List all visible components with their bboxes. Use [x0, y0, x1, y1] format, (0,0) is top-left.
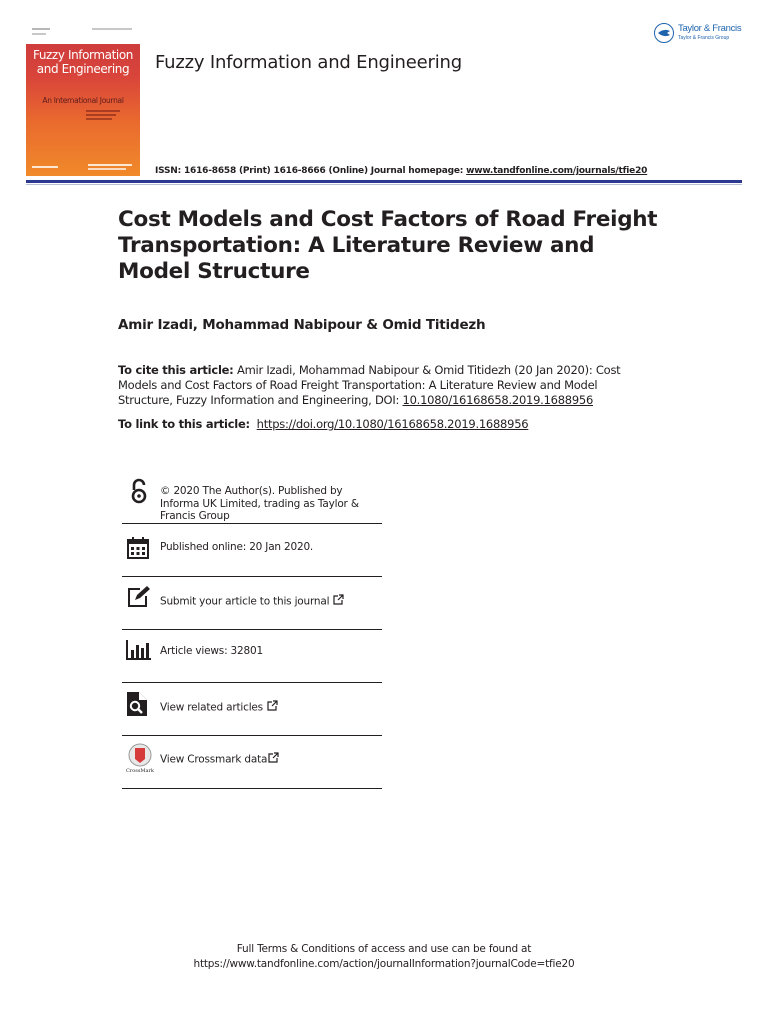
submit-article-text: Submit your article to this journal	[160, 595, 330, 608]
crossmark-icon	[126, 743, 154, 773]
crossmark-link[interactable]	[160, 752, 384, 767]
edit-icon	[126, 585, 152, 611]
license-text: © 2020 The Author(s). Published by Informa UK Limited, trading as Taylor & Francis Group	[160, 485, 359, 522]
crossmark-text: View Crossmark data	[160, 753, 268, 766]
publisher-logo-icon	[654, 23, 674, 43]
citation-block	[118, 363, 628, 408]
cite-label: To cite this article:	[118, 363, 234, 377]
cover-subtitle: An International Journal	[42, 96, 124, 105]
journal-cover-image	[26, 24, 140, 176]
cover-title: Fuzzy Information and Engineering	[32, 48, 134, 76]
publisher-logo-text: Taylor & Francis	[678, 23, 742, 34]
header-rule-secondary	[26, 184, 742, 185]
journal-homepage-link[interactable]: www.tandfonline.com/journals/tfie20	[466, 166, 648, 176]
submit-row[interactable]	[122, 577, 382, 630]
article-link-line	[118, 417, 528, 431]
link-label: To link to this article:	[118, 417, 250, 431]
license-row	[122, 474, 382, 524]
related-articles-text: View related articles	[160, 701, 263, 714]
article-doi-url-link[interactable]: https://doi.org/10.1080/16168658.2019.1688956	[256, 417, 529, 431]
publisher-logo-subtext: Taylor & Francis Group	[678, 35, 730, 41]
submit-article-link[interactable]	[160, 594, 384, 609]
issn-line	[155, 166, 647, 176]
document-search-icon	[126, 691, 152, 717]
footer-terms-url[interactable]: https://www.tandfonline.com/action/journalInformation?journalCode=tfie20	[193, 958, 575, 970]
calendar-icon	[126, 536, 152, 562]
external-link-icon	[268, 752, 279, 767]
published-row	[122, 524, 382, 577]
crossmark-row[interactable]	[122, 736, 382, 789]
doi-link[interactable]: 10.1080/16168658.2019.1688956	[402, 393, 594, 407]
journal-name: Fuzzy Information and Engineering	[155, 52, 462, 73]
bar-chart-icon	[126, 639, 152, 665]
header-rule	[26, 180, 742, 183]
footer	[0, 942, 768, 972]
related-row[interactable]	[122, 683, 382, 736]
issn-text: ISSN: 1616-8658 (Print) 1616-8666 (Online) Journal homepage:	[155, 166, 467, 176]
external-link-icon	[333, 594, 344, 609]
cite-text: Amir Izadi, Mohammad Nabipour & Omid Titidezh (20 Jan 2020): Cost Models and Cost Factors of Road Freight Transportation: A Literature Review and Model Structure, Fuzzy Information and Engineering, DOI:	[118, 363, 621, 407]
article-info-list	[122, 474, 382, 789]
footer-terms-text: Full Terms & Conditions of access and use can be found at	[236, 943, 532, 955]
open-access-icon	[126, 478, 152, 504]
related-articles-link[interactable]	[160, 700, 384, 715]
article-title: Cost Models and Cost Factors of Road Freight Transportation: A Literature Review and Model Structure	[118, 207, 658, 284]
article-authors: Amir Izadi, Mohammad Nabipour & Omid Titidezh	[118, 317, 486, 333]
published-text: Published online: 20 Jan 2020.	[160, 541, 314, 553]
article-views-text: Article views: 32801	[160, 645, 263, 657]
publisher-logo[interactable]	[654, 22, 746, 46]
external-link-icon	[267, 700, 278, 715]
cover-top-band	[26, 24, 140, 44]
crossmark-icon-label: CrossMark	[126, 768, 154, 773]
views-row	[122, 630, 382, 683]
